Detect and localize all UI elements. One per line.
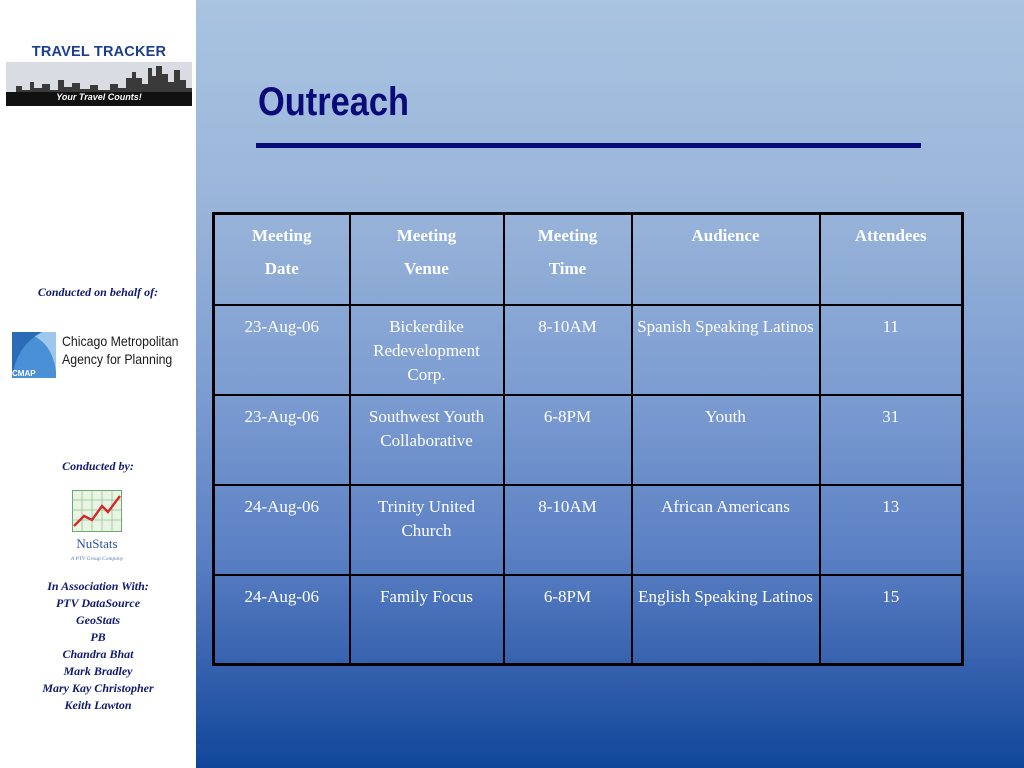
cell-attendees: 15 [820, 575, 963, 665]
cell-time: 8-10AM [504, 485, 632, 575]
nustats-name: NuStats [76, 536, 118, 551]
header-text: Venue [404, 259, 449, 278]
cell-audience: Spanish Speaking Latinos [632, 305, 820, 395]
travel-tracker-tagline: Your Travel Counts! [56, 92, 142, 102]
partner-item: Mary Kay Christopher [42, 681, 154, 695]
partner-item: Keith Lawton [64, 698, 132, 712]
partner-item: Mark Bradley [63, 664, 133, 678]
cell-venue: Trinity United Church [350, 485, 504, 575]
partner-item: Chandra Bhat [62, 647, 134, 661]
cmap-name-line2: Agency for Planning [62, 351, 173, 367]
cell-date: 24-Aug-06 [214, 575, 350, 665]
outreach-table [212, 212, 964, 666]
table-row [214, 395, 963, 485]
conducted-by-label: Conducted by: [62, 459, 134, 473]
partner-item: GeoStats [75, 613, 120, 627]
cmap-name [62, 332, 179, 368]
cell-venue: Southwest Youth Collaborative [350, 395, 504, 485]
travel-tracker-logo [6, 40, 192, 106]
cell-audience: English Speaking Latinos [632, 575, 820, 665]
table-row [214, 575, 963, 665]
title-underline [256, 143, 921, 148]
cell-time: 6-8PM [504, 395, 632, 485]
header-text: Meeting [537, 226, 598, 245]
association-heading: In Association With: [47, 579, 149, 593]
travel-tracker-logo-title: TRAVEL TRACKER [31, 44, 167, 60]
nustats-logo [66, 490, 128, 570]
header-meeting-time [504, 214, 632, 305]
header-meeting-date [214, 214, 350, 305]
cell-date: 24-Aug-06 [214, 485, 350, 575]
cell-time: 6-8PM [504, 575, 632, 665]
cell-date: 23-Aug-06 [214, 305, 350, 395]
header-meeting-venue [350, 214, 504, 305]
header-text: Time [548, 259, 587, 278]
cell-audience: Youth [632, 395, 820, 485]
cmap-abbreviation: CMAP [12, 369, 36, 378]
partner-item: PB [90, 630, 106, 644]
association-list [0, 578, 196, 714]
table-row [214, 485, 963, 575]
cell-time: 8-10AM [504, 305, 632, 395]
conducted-on-behalf-label: Conducted on behalf of: [37, 285, 159, 299]
header-text: Meeting [252, 226, 312, 245]
header-text: Audience [691, 226, 760, 245]
nustats-subtitle: A PTV Group Company [70, 556, 124, 562]
cell-attendees: 31 [820, 395, 963, 485]
cmap-name-line1: Chicago Metropolitan [62, 333, 179, 349]
header-text: Date [264, 259, 299, 278]
table-header-row [214, 214, 963, 305]
partner-item: PTV DataSource [55, 596, 141, 610]
cell-attendees: 11 [820, 305, 963, 395]
slide-title: Outreach [258, 80, 410, 124]
cell-attendees: 13 [820, 485, 963, 575]
sidebar [0, 0, 196, 768]
header-text: Meeting [396, 226, 457, 245]
cell-venue: Family Focus [350, 575, 504, 665]
header-audience [632, 214, 820, 305]
header-attendees [820, 214, 963, 305]
cell-audience: African Americans [632, 485, 820, 575]
nustats-chart-icon [72, 490, 122, 532]
header-text: Attendees [854, 226, 927, 245]
table-row [214, 305, 963, 395]
cell-venue: Bickerdike Redevelopment Corp. [350, 305, 504, 395]
cell-date: 23-Aug-06 [214, 395, 350, 485]
cmap-logo [12, 330, 188, 380]
